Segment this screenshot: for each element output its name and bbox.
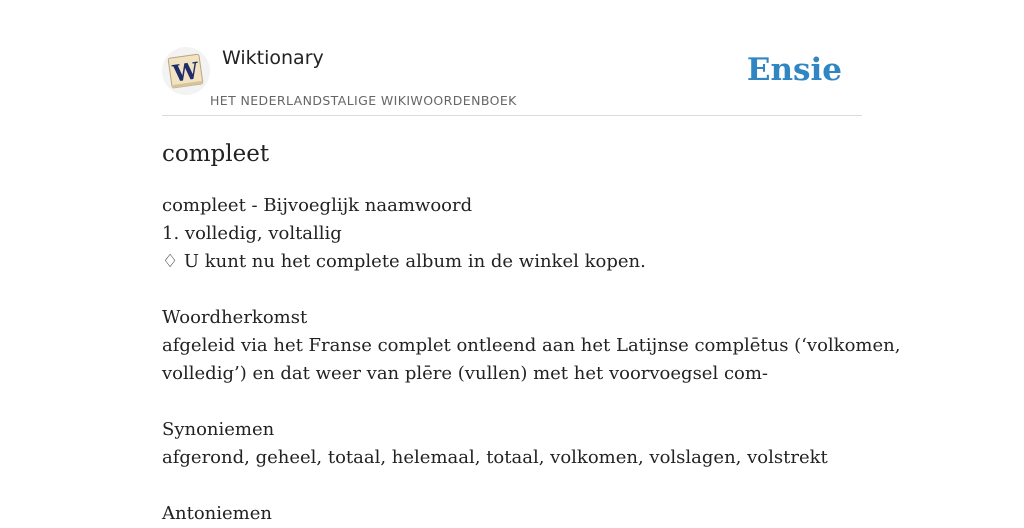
definition-line: 1. volledig, voltallig bbox=[162, 223, 342, 244]
entry-headword: compleet bbox=[162, 141, 270, 167]
example-line: ♢ U kunt nu het complete album in de winkel kopen. bbox=[162, 251, 646, 272]
etymology-heading: Woordherkomst bbox=[162, 307, 308, 328]
site-tagline: HET NEDERLANDSTALIGE WIKIWOORDENBOEK bbox=[210, 93, 517, 108]
synonyms-heading: Synoniemen bbox=[162, 419, 275, 440]
entry-content bbox=[162, 136, 901, 528]
spacer bbox=[162, 388, 862, 416]
wiktionary-logo-icon[interactable] bbox=[162, 47, 210, 95]
site-name[interactable]: Wiktionary bbox=[222, 47, 324, 69]
ensie-brand-link[interactable]: Ensie bbox=[746, 52, 842, 88]
site-header bbox=[162, 0, 862, 116]
antonyms-heading: Antoniemen bbox=[162, 503, 272, 524]
etymology-line: afgeleid via het Franse complet ontleend aan het Latijnse complētus (‘volkomen, bbox=[162, 335, 901, 356]
svg-text:W: W bbox=[171, 57, 201, 88]
synonyms-line: afgerond, geheel, totaal, helemaal, totaal, volkomen, volslagen, volstrekt bbox=[162, 447, 828, 468]
spacer bbox=[162, 276, 862, 304]
etymology-line: volledig’) en dat weer van plēre (vullen) met het voorvoegsel com- bbox=[162, 363, 769, 384]
part-of-speech-line: compleet - Bijvoeglijk naamwoord bbox=[162, 195, 473, 216]
entry-body bbox=[162, 192, 901, 528]
spacer bbox=[162, 472, 862, 500]
